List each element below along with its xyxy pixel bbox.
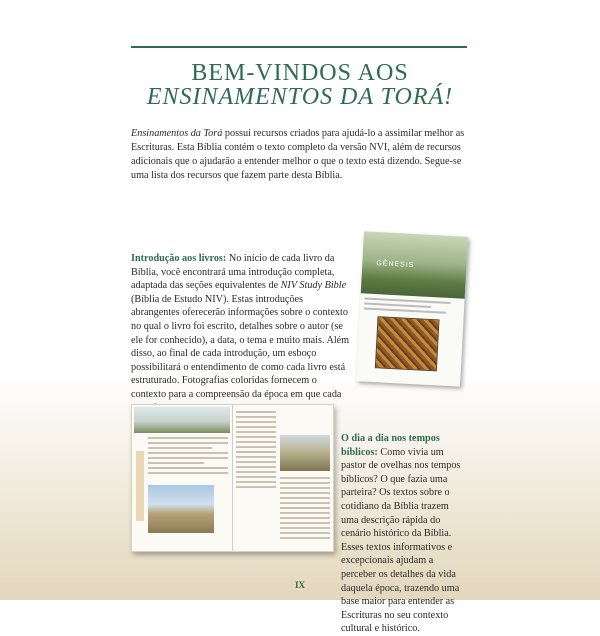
section-intro-books-heading: Introdução aos livros: [131,253,227,264]
intro-text: possui recursos criados para ajudá-lo a assimilar melhor as Escrituras. Esta Bíblia contém o texto completo da versão NVI, além de recursos adicionais que o ajudarão a entender melhor o que o texto está dizendo. Segue-se uma lista dos recursos que fazem parte desta Bíblia. [131,128,465,181]
section-intro-books [131,252,353,415]
page-title-line1: BEM-VINDOS AOS [191,60,409,86]
book-intro-preview-image [356,231,468,386]
hill-photo [280,435,330,471]
genesis-label: GÊNESIS [376,260,415,270]
spread-side-label [136,451,144,521]
section-intro-books-text-after: (Bíblia de Estudo NIV). Estas introduções abrangentes oferecerão informações sobre o contexto no qual o livro foi escrito, detalhes sobre o autor (se ele for conhecido), a data, o tema e muito mais. Além disso, ao final de cada introdução, um esboço possibilitará o entendimento de como cada livro está estruturado. Fotografias coloridas fornecem o contexto para a compreensão da época em que cada [131,293,350,400]
spread-text-right-col2 [280,477,330,542]
daily-life-spread-image [131,404,334,552]
preview-text-lines [364,298,461,318]
mosaic-image [375,316,440,371]
top-rule [131,46,467,48]
section-intro-books-text-before: No início de cada livro da Bíblia, você encontrará uma introdução completa, adaptada das seções equivalentes de [131,253,335,292]
spread-spine [232,405,233,551]
intro-book-name: Ensinamentos da Torá [131,128,223,139]
spread-text-left [148,437,228,477]
spread-text-right-col1 [236,411,276,491]
page-title-line2: ENSINAMENTOS DA TORÁ! [146,84,454,110]
sheep-photo [148,485,214,533]
intro-paragraph [131,127,469,183]
section-daily-life [341,432,467,636]
section-daily-life-text: Como vivia um pastor de ovelhas nos tempos bíblicos? O que fazia uma parteira? Os textos sobre o cotidiano da Bíblia trazem uma descrição rápida do cenário histórico da Bíblia. Esses textos informativos e excepcionais ajudam a perceber os detalhes da vida daquela época, trazendo uma base maior para entender as Escrituras no seu contexto cultural e histórico. [341,446,461,635]
niv-study-bible-title: NIV Study Bible [280,280,347,292]
section-daily-life-heading: O dia a dia nos tempos bíblicos: [341,433,440,458]
tree-photo [134,407,230,433]
page-number: IX [294,580,305,590]
